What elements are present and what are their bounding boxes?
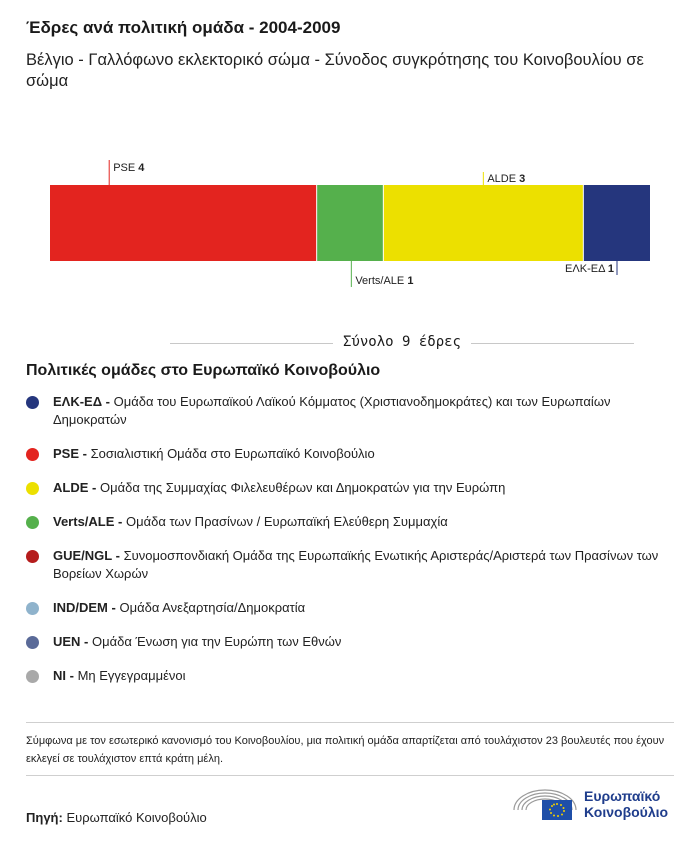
color-dot-icon (26, 636, 39, 649)
color-dot-icon (26, 516, 39, 529)
bar-segment-ελκ-εδ (583, 185, 650, 261)
color-dot-icon (26, 396, 39, 409)
legend-desc: Ομάδα της Συμμαχίας Φιλελευθέρων και Δημοκρατών για την Ευρώπη (99, 480, 506, 495)
source-label: Πηγή: (26, 810, 63, 825)
color-dot-icon (26, 550, 39, 563)
data-label: ALDE 3 (487, 173, 526, 185)
legend-abbr: UEN - (53, 634, 89, 649)
total-seats (170, 332, 634, 354)
legend-abbr: PSE - (53, 446, 87, 461)
legend-title: Πολιτικές ομάδες στο Ευρωπαϊκό Κοινοβούλιο (26, 362, 381, 379)
source-value: Ευρωπαϊκό Κοινοβούλιο (66, 810, 207, 825)
color-dot-icon (26, 482, 39, 495)
legend-desc: Ομάδα του Ευρωπαϊκού Λαϊκού Κόμματος (Χριστιανοδημοκράτες) και των Ευρωπαίων Δημοκρατών (53, 394, 611, 427)
data-label: Verts/ALE 1 (355, 275, 414, 287)
logo-line-2: Κοινοβούλιο (584, 804, 669, 820)
legend-desc: Ομάδα Ανεξαρτησία/Δημοκρατία (119, 600, 306, 615)
data-label: PSE 4 (113, 162, 145, 174)
legend-desc: Συνομοσπονδιακή Ομάδα της Ευρωπαϊκής Ενωτικής Αριστεράς/Αριστερά των Πρασίνων των Βορείων Χωρών (53, 548, 659, 581)
parliament-emblem-icon (512, 784, 578, 824)
legend-desc: Μη Εγγεγραμμένοι (77, 668, 186, 683)
color-dot-icon (26, 448, 39, 461)
legend-abbr: Verts/ALE - (53, 514, 123, 529)
legend-desc: Σοσιαλιστική Ομάδα στο Ευρωπαϊκό Κοινοβούλιο (90, 446, 375, 461)
bar-segment-alde (383, 185, 583, 261)
bar-segment-verts-ale (317, 185, 384, 261)
total-seats-label: Σύνολο 9 έδρες (333, 334, 471, 350)
stacked-bar-chart (0, 150, 700, 300)
chart-title: Έδρες ανά πολιτική ομάδα - 2004-2009 (26, 18, 341, 37)
data-label: ΕΛΚ-ΕΔ 1 (565, 263, 614, 275)
footnote: Σύμφωνα με τον εσωτερικό κανονισμό του Κοινοβουλίου, μια πολιτική ομάδα απαρτίζεται από τουλάχιστον 23 βουλευτές που έχουν εκλεγεί σε τουλάχιστον επτά κράτη μέλη. (26, 735, 665, 765)
legend-abbr: IND/DEM - (53, 600, 116, 615)
logo-line-1: Ευρωπαϊκό (584, 788, 661, 804)
legend-desc: Ομάδα των Πρασίνων / Ευρωπαϊκή Ελεύθερη Συμμαχία (125, 514, 448, 529)
legend-abbr: GUE/NGL - (53, 548, 120, 563)
legend-abbr: NI - (53, 668, 74, 683)
source (26, 810, 207, 825)
legend-abbr: ΕΛΚ-ΕΔ - (53, 394, 111, 409)
color-dot-icon (26, 602, 39, 615)
legend-desc: Ομάδα Ένωση για την Ευρώπη των Εθνών (92, 634, 342, 649)
chart-subtitle: Βέλγιο - Γαλλόφωνο εκλεκτορικό σώμα - Σύνοδος συγκρότησης του Κοινοβουλίου σε σώμα (26, 51, 644, 90)
divider (26, 775, 674, 776)
color-dot-icon (26, 670, 39, 683)
divider (26, 722, 674, 723)
legend-abbr: ALDE - (53, 480, 97, 495)
european-parliament-logo[interactable] (512, 784, 682, 824)
bar-segment-pse (50, 185, 317, 261)
